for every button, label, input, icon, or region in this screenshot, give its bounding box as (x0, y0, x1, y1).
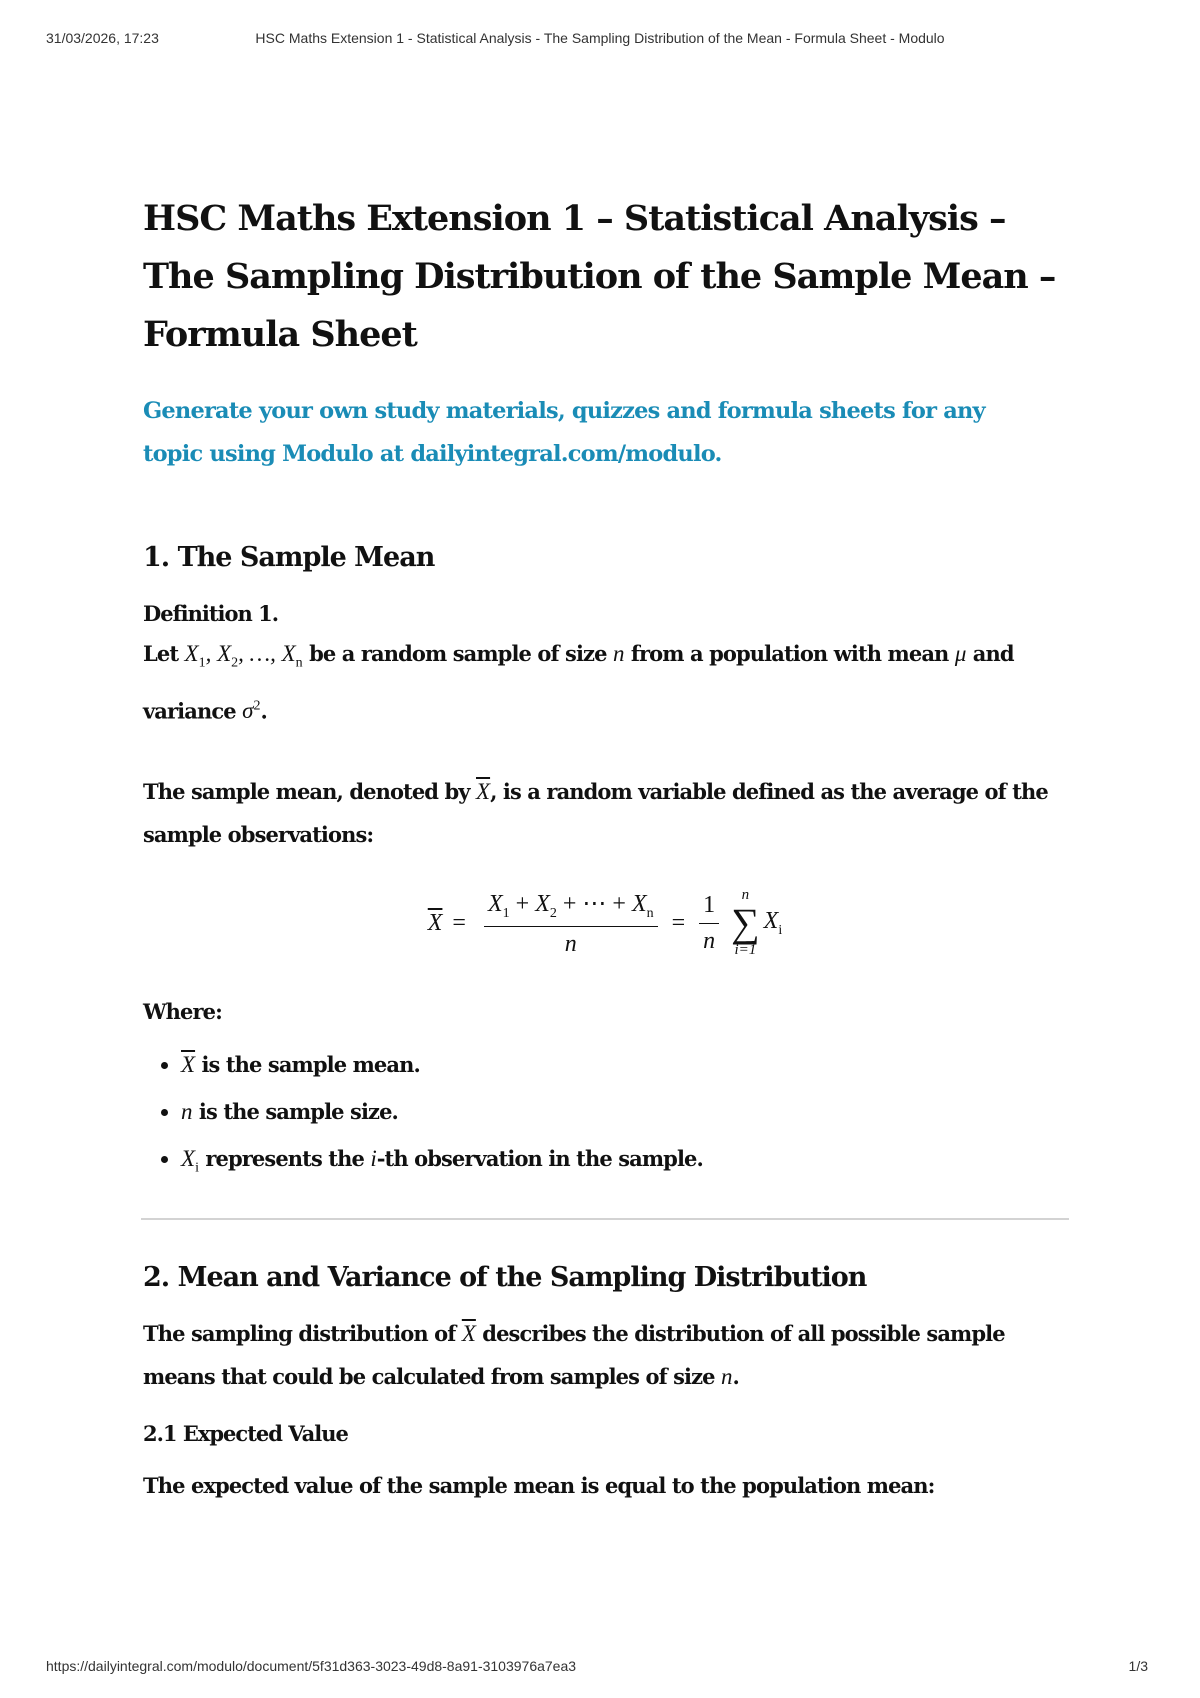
definition-label: Definition 1. (143, 601, 279, 626)
expected-value-text: The expected value of the sample mean is equal to the population mean: (143, 1472, 935, 1498)
list-item: • n is the sample size. (181, 1088, 1067, 1135)
section-divider (141, 1218, 1069, 1220)
page-number: 1/3 (1128, 1658, 1148, 1674)
where-label: Where: (143, 999, 222, 1025)
section-heading-sample-mean: 1. The Sample Mean (143, 542, 435, 573)
modulo-link[interactable]: dailyintegral.com/modulo. (410, 441, 722, 467)
sampling-distribution-intro: The sampling distribution of $\overline{X}$ describes the distribution of all possible sample means that could be calculated from samples of size n. (143, 1320, 1005, 1389)
definition-paragraph: Let $X_1$, $X_2$, …, $X_n$ be a random sample of size n from a population with mean μ and variance $\sigma^2$. (143, 641, 1014, 724)
document-content (143, 190, 1067, 1507)
section-heading-mean-variance: 2. Mean and Variance of the Sampling Distribution (143, 1261, 867, 1293)
variable-list (143, 1041, 1067, 1192)
promo-text (143, 390, 1023, 476)
list-item: • $X_i$ represents the i-th observation in the sample. (181, 1135, 1067, 1192)
sample-mean-definition: The sample mean, denoted by $\overline{X}$, is a random variable defined as the average of the sample observations: (143, 779, 1048, 848)
print-timestamp: 31/03/2026, 17:23 (46, 30, 159, 46)
promo-sentence: Generate your own study materials, quizzes and formula sheets for any topic using Modulo at (143, 398, 985, 467)
page-title: HSC Maths Extension 1 – Statistical Analysis – The Sampling Distribution of the Sample Mean – Formula Sheet (143, 198, 1056, 355)
sample-mean-formula: $\overline{X}$ = $\frac{X_1 + X_2 + \cdots + X_n}{n}$ = $\frac{1}{n}$ n ∑ i=1 $X_i$ (427, 887, 783, 959)
print-footer-url: https://dailyintegral.com/modulo/document/5f31d363-3023-49d8-8a91-3103976a7ea3 (46, 1658, 577, 1674)
list-item: • $\overline{X}$ is the sample mean. (181, 1041, 1067, 1088)
print-header-title: HSC Maths Extension 1 - Statistical Analysis - The Sampling Distribution of the Mean - Formula Sheet - Modulo (255, 30, 945, 46)
subheading-expected-value: 2.1 Expected Value (143, 1420, 348, 1446)
math-sample-list: $X_1$, $X_2$, …, $X_n$ (184, 641, 303, 671)
